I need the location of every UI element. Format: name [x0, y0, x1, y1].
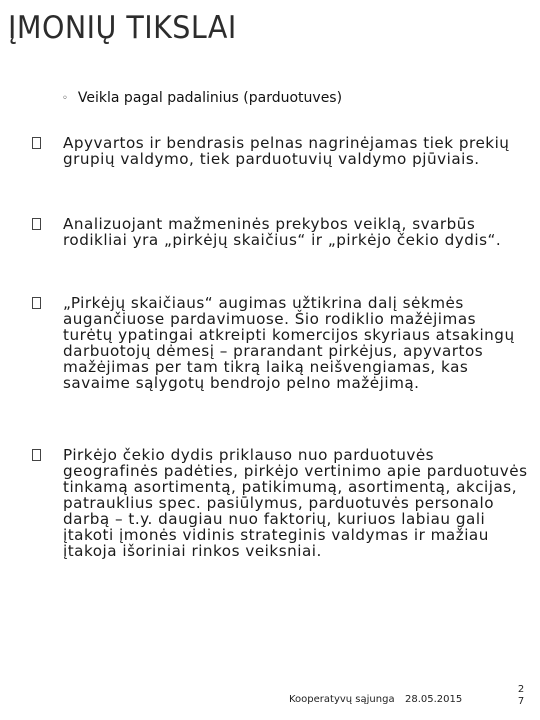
subtitle-text: Veikla pagal padalinius (parduotuves) [77, 90, 343, 106]
slide-title: ĮMONIŲ TIKSLAI [8, 10, 237, 46]
bullet-paragraph-3: „Pirkėjų skaičiaus“ augimas užtikrina dalį sėkmės augančiuose pardavimuose. Šio rodiklio mažėjimas turėtų ypatingai atkreipti komercijos skyriaus atsakingų darbuotojų dėmesį – prarandant pirkėjus, apyvartos mažėjimas per tam tikrą laiką neišvengiamas, kas savaime sąlygotų bendrojo pelno mažėjimą. [63, 294, 515, 392]
page-number: 27 [517, 684, 525, 707]
bullet-paragraph-4: Pirkėjo čekio dydis priklauso nuo parduotuvės geografinės padėties, pirkėjo vertinimo apie parduotuvės tinkamą asortimentą, patikimumą, asortimentą, akcijas, patrauklius spec. pasiūlymus, parduotuvės personalo darbą – t.y. daugiau nuo faktorių, kuriuos labiau gali įtakoti įmonės vidinis strateginis valdymas ir mažiau įtakoja išoriniai rinkos veiksniai. [63, 446, 528, 560]
circle-bullet-icon: ◦ [62, 93, 68, 104]
square-bullet-icon [32, 218, 41, 230]
bullet-paragraph-2: Analizuojant mažmeninės prekybos veiklą, svarbūs rodikliai yra „pirkėjų skaičius“ ir „pirkėjo čekio dydis“. [63, 215, 502, 249]
square-bullet-icon [32, 449, 41, 461]
footer-date: 28.05.2015 [405, 694, 463, 705]
footer-organization: Kooperatyvų sąjunga [289, 694, 395, 705]
slide-subtitle [62, 90, 342, 106]
square-bullet-icon [32, 137, 41, 149]
square-bullet-icon [32, 297, 41, 309]
bullet-paragraph-1: Apyvartos ir bendrasis pelnas nagrinėjamas tiek prekių grupių valdymo, tiek parduotuvių valdymo pjūviais. [63, 134, 510, 168]
